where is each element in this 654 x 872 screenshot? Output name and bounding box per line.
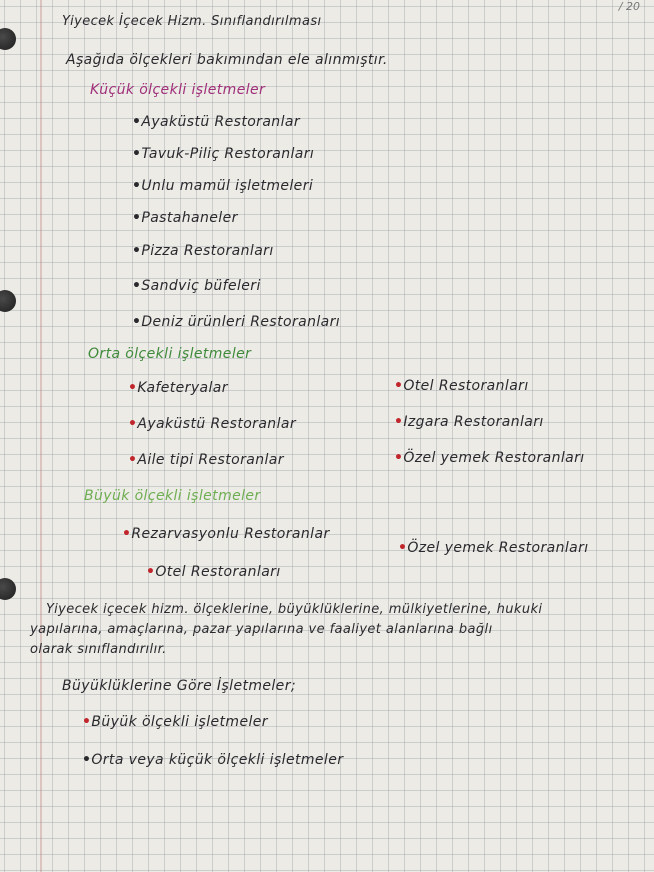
list-item: • Otel Restoranları: [146, 564, 281, 580]
paragraph-line: yapılarına, amaçlarına, pazar yapılarına ve faaliyet alanlarına bağlı: [30, 622, 493, 637]
binder-hole: [0, 28, 16, 50]
section-heading-kucuk: Küçük ölçekli işletmeler: [90, 82, 266, 98]
list-item: • Ayaküstü Restoranlar: [128, 416, 296, 432]
list-item: • Unlu mamül işletmeleri: [132, 178, 313, 194]
binder-hole: [0, 290, 16, 312]
list-item: • Özel yemek Restoranları: [394, 450, 585, 466]
margin-line: [40, 0, 42, 872]
binder-hole: [0, 578, 16, 600]
section-heading-orta: Orta ölçekli işletmeler: [88, 346, 252, 362]
list-item: • Otel Restoranları: [394, 378, 529, 394]
list-item: • Pastahaneler: [132, 210, 238, 226]
list-item: • Kafeteryalar: [128, 380, 228, 396]
list-item: • Pizza Restoranları: [132, 243, 274, 259]
page-title: Yiyecek İçecek Hizm. Sınıflandırılması: [62, 14, 322, 29]
paragraph-line: Yiyecek içecek hizm. ölçeklerine, büyüklüklerine, mülkiyetlerine, hukuki: [46, 602, 543, 617]
sizes-heading: Büyüklüklerine Göre İşletmeler;: [62, 678, 296, 694]
list-item: • Özel yemek Restoranları: [398, 540, 589, 556]
list-item: • Tavuk-Piliç Restoranları: [132, 146, 314, 162]
paragraph-line: olarak sınıflandırılır.: [30, 642, 167, 657]
list-item: • Ayaküstü Restoranlar: [132, 114, 300, 130]
intro-line: Aşağıda ölçekleri bakımından ele alınmıştır.: [66, 52, 388, 68]
list-item: • Aile tipi Restoranlar: [128, 452, 284, 468]
list-item: • Orta veya küçük ölçekli işletmeler: [82, 752, 343, 768]
section-heading-buyuk: Büyük ölçekli işletmeler: [84, 488, 261, 504]
list-item: • Rezarvasyonlu Restoranlar: [122, 526, 330, 542]
list-item: • Büyük ölçekli işletmeler: [82, 714, 268, 730]
list-item: • Sandviç büfeleri: [132, 278, 261, 294]
list-item: • Izgara Restoranları: [394, 414, 544, 430]
list-item: • Deniz ürünleri Restoranları: [132, 314, 340, 330]
corner-mark: / 20: [618, 0, 640, 13]
